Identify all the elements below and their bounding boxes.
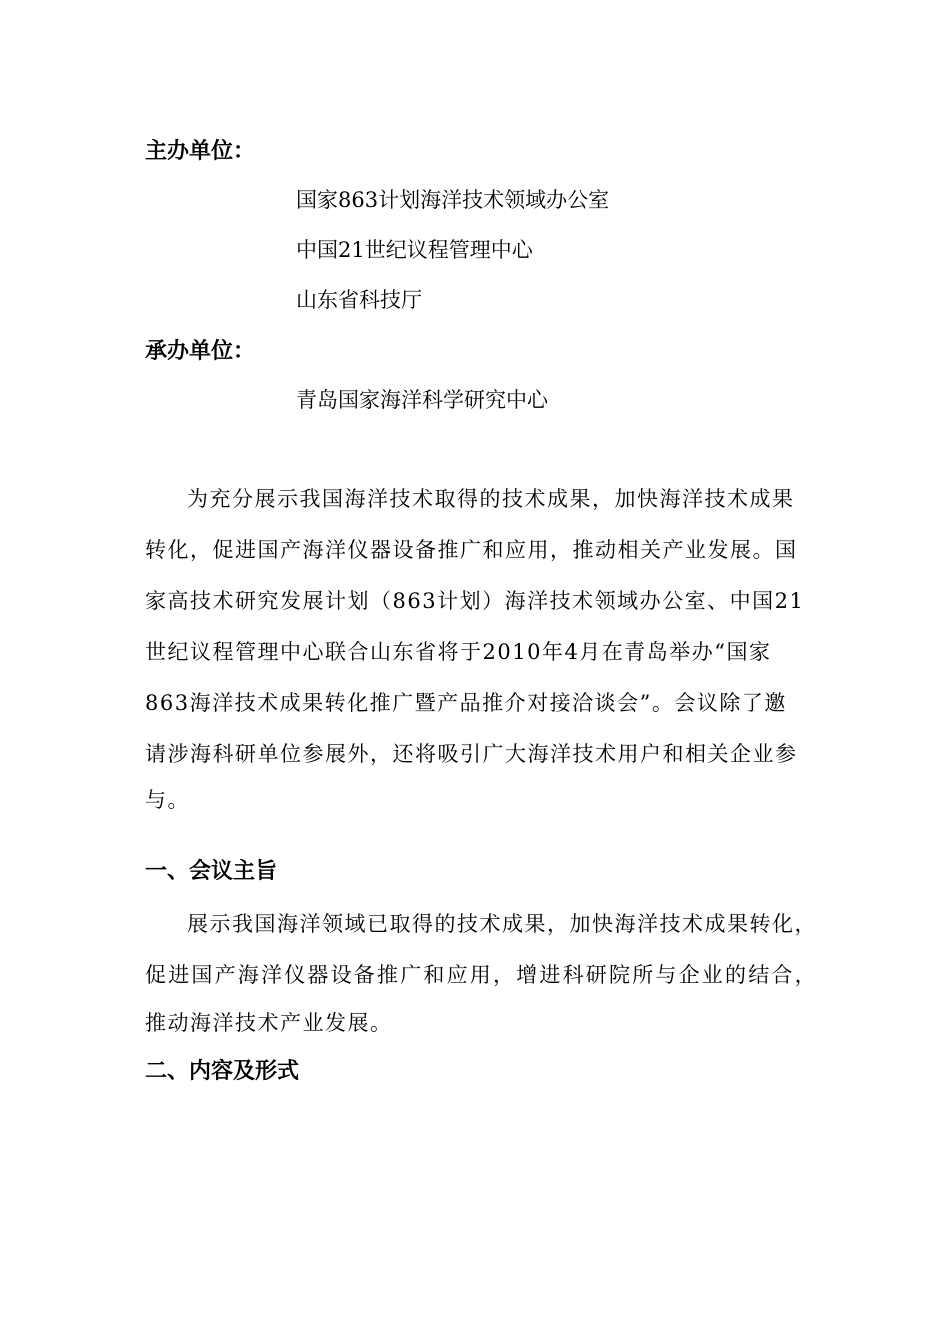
- intro-line: 863海洋技术成果转化推广暨产品推介对接洽谈会”。会议除了邀: [145, 691, 787, 715]
- organizer-item: 山东省科技厅: [296, 288, 422, 312]
- section1-line: 推动海洋技术产业发展。: [145, 1011, 393, 1035]
- intro-line: 请涉海科研单位参展外，还将吸引广大海洋技术用户和相关企业参: [145, 742, 798, 766]
- co-organizer-item: 青岛国家海洋科学研究中心: [296, 388, 548, 412]
- intro-line: 家高技术研究发展计划（863计划）海洋技术领域办公室、中国21: [145, 589, 805, 613]
- co-organizer-heading: 承办单位：: [145, 339, 256, 364]
- intro-line: 世纪议程管理中心联合山东省将于2010年4月在青岛举办“国家: [145, 640, 772, 664]
- section2-heading: 二、内容及形式: [145, 1059, 300, 1084]
- section1-line: 促进国产海洋仪器设备推广和应用，增进科研院所与企业的结合，: [145, 963, 818, 987]
- organizer-heading: 主办单位：: [145, 139, 256, 164]
- organizer-item: 中国21世纪议程管理中心: [296, 238, 533, 262]
- organizer-item: 国家863计划海洋技术领域办公室: [296, 188, 610, 212]
- section1-heading: 一、会议主旨: [145, 859, 278, 884]
- section1-line: 展示我国海洋领域已取得的技术成果，加快海洋技术成果转化，: [187, 912, 817, 936]
- intro-line: 为充分展示我国海洋技术取得的技术成果，加快海洋技术成果: [187, 487, 795, 511]
- intro-line: 与。: [145, 788, 190, 812]
- intro-line: 转化，促进国产海洋仪器设备推广和应用，推动相关产业发展。国: [145, 538, 798, 562]
